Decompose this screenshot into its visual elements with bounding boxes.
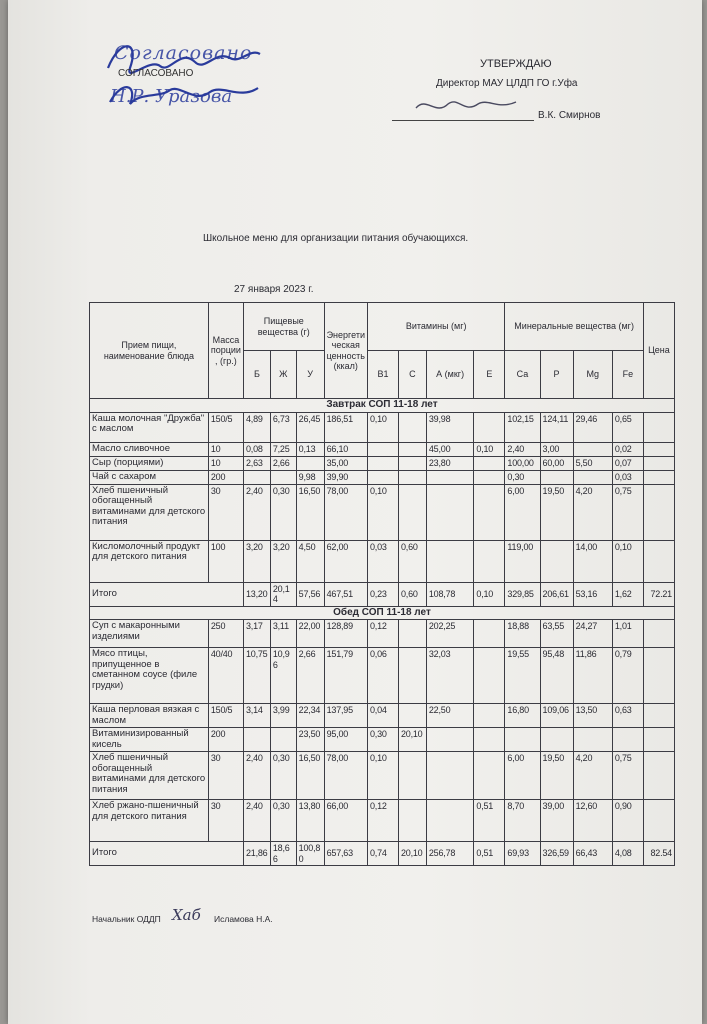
header-carbs: У	[296, 351, 324, 399]
cell-value	[643, 470, 674, 484]
cell-value: 6,00	[505, 752, 540, 800]
cell-value: 150/5	[208, 704, 243, 728]
cell-value: 250	[208, 620, 243, 648]
cell-value	[474, 412, 505, 442]
total-value: 467,51	[324, 582, 367, 606]
header-vit-c: С	[398, 351, 426, 399]
total-value: 82.54	[643, 842, 674, 866]
approval-right	[388, 58, 628, 128]
cell-value: 60,00	[540, 456, 573, 470]
dish-name: Хлеб пшеничный обогащенный витаминами для детского питания	[90, 484, 209, 540]
cell-value: 0,03	[612, 470, 643, 484]
total-row	[90, 842, 675, 866]
cell-value: 7,25	[270, 442, 296, 456]
total-value: 0,10	[474, 582, 505, 606]
cell-value: 0,03	[367, 540, 398, 582]
menu-row	[90, 456, 675, 470]
cell-value	[426, 800, 474, 842]
cell-value	[573, 728, 612, 752]
header-vit-a: А (мкг)	[426, 351, 474, 399]
cell-value: 35,00	[324, 456, 367, 470]
menu-row	[90, 620, 675, 648]
cell-value: 0,13	[296, 442, 324, 456]
header-vit-e: Е	[474, 351, 505, 399]
total-value: 0,74	[367, 842, 398, 866]
cell-value: 20,10	[398, 728, 426, 752]
dish-name: Витаминизированный кисель	[90, 728, 209, 752]
cell-value: 3,20	[243, 540, 270, 582]
total-value: 0,60	[398, 582, 426, 606]
document-page	[8, 0, 702, 1024]
cell-value: 11,86	[573, 648, 612, 704]
cell-value	[643, 648, 674, 704]
cell-value: 14,00	[573, 540, 612, 582]
cell-value: 0,51	[474, 800, 505, 842]
header-p: Р	[540, 351, 573, 399]
dish-name: Каша молочная "Дружба" с маслом	[90, 412, 209, 442]
cell-value	[398, 484, 426, 540]
cell-value	[540, 728, 573, 752]
cell-value: 39,98	[426, 412, 474, 442]
total-value: 1,62	[612, 582, 643, 606]
dish-name: Хлеб пшеничный обогащенный витаминами для детского питания	[90, 752, 209, 800]
cell-value	[573, 442, 612, 456]
cell-value	[398, 648, 426, 704]
cell-value: 39,90	[324, 470, 367, 484]
cell-value: 0,63	[612, 704, 643, 728]
menu-row	[90, 470, 675, 484]
cell-value	[505, 728, 540, 752]
cell-value: 23,50	[296, 728, 324, 752]
cell-value: 4,89	[243, 412, 270, 442]
cell-value: 0,79	[612, 648, 643, 704]
cell-value: 102,15	[505, 412, 540, 442]
header-minerals: Минеральные вещества (мг)	[505, 303, 644, 351]
cell-value	[474, 484, 505, 540]
approve-label: УТВЕРЖДАЮ	[480, 58, 552, 70]
menu-row	[90, 540, 675, 582]
cell-value: 0,30	[270, 752, 296, 800]
cell-value: 32,03	[426, 648, 474, 704]
cell-value: 30	[208, 752, 243, 800]
cell-value: 2,66	[270, 456, 296, 470]
cell-value: 13,80	[296, 800, 324, 842]
total-value: 18,66	[270, 842, 296, 866]
cell-value: 45,00	[426, 442, 474, 456]
cell-value	[474, 456, 505, 470]
cell-value	[270, 470, 296, 484]
section-title: Завтрак СОП 11-18 лет	[90, 399, 675, 413]
header-vit-b1: В1	[367, 351, 398, 399]
approver-name: В.К. Смирнов	[538, 110, 601, 121]
cell-value	[643, 800, 674, 842]
approver-name-handwritten: Н.Р. Уразова	[110, 86, 233, 107]
cell-value: 2,40	[243, 484, 270, 540]
cell-value	[474, 470, 505, 484]
menu-row	[90, 728, 675, 752]
cell-value: 200	[208, 728, 243, 752]
approval-label: СОГЛАСОВАНО	[118, 68, 194, 79]
total-value: 13,20	[243, 582, 270, 606]
cell-value	[474, 752, 505, 800]
cell-value	[573, 470, 612, 484]
total-value: 20,10	[398, 842, 426, 866]
cell-value: 2,66	[296, 648, 324, 704]
cell-value: 5,50	[573, 456, 612, 470]
cell-value	[426, 728, 474, 752]
total-value: 69,93	[505, 842, 540, 866]
document-title: Школьное меню для организации питания обучающихся.	[203, 233, 469, 244]
menu-table	[89, 302, 675, 866]
header-vitamins: Витамины (мг)	[367, 303, 504, 351]
cell-value: 2,40	[243, 800, 270, 842]
cell-value: 13,50	[573, 704, 612, 728]
cell-value: 30	[208, 484, 243, 540]
cell-value	[243, 728, 270, 752]
cell-value: 0,10	[367, 484, 398, 540]
section-row	[90, 606, 675, 620]
cell-value: 186,51	[324, 412, 367, 442]
menu-row	[90, 484, 675, 540]
cell-value	[398, 800, 426, 842]
cell-value: 2,40	[243, 752, 270, 800]
cell-value: 10	[208, 456, 243, 470]
dish-name: Масло сливочное	[90, 442, 209, 456]
cell-value	[398, 456, 426, 470]
cell-value: 6,73	[270, 412, 296, 442]
total-value: 4,08	[612, 842, 643, 866]
cell-value: 100,00	[505, 456, 540, 470]
header-mass: Масса порции, (гр.)	[208, 303, 243, 399]
dish-name: Каша перловая вязкая с маслом	[90, 704, 209, 728]
cell-value: 12,60	[573, 800, 612, 842]
menu-row	[90, 752, 675, 800]
cell-value	[474, 540, 505, 582]
cell-value: 23,80	[426, 456, 474, 470]
cell-value: 19,55	[505, 648, 540, 704]
cell-value: 22,50	[426, 704, 474, 728]
cell-value: 0,30	[270, 484, 296, 540]
cell-value: 0,08	[243, 442, 270, 456]
cell-value	[643, 728, 674, 752]
menu-row	[90, 800, 675, 842]
signature-line	[392, 120, 534, 121]
cell-value: 30	[208, 800, 243, 842]
dish-name: Чай с сахаром	[90, 470, 209, 484]
cell-value: 2,63	[243, 456, 270, 470]
cell-value: 2,40	[505, 442, 540, 456]
cell-value: 95,48	[540, 648, 573, 704]
total-value: 53,16	[573, 582, 612, 606]
cell-value: 9,98	[296, 470, 324, 484]
section-row	[90, 399, 675, 413]
cell-value: 151,79	[324, 648, 367, 704]
dish-name: Кисломолочный продукт для детского питания	[90, 540, 209, 582]
total-value: 100,80	[296, 842, 324, 866]
cell-value	[643, 540, 674, 582]
cell-value	[643, 412, 674, 442]
cell-value	[474, 648, 505, 704]
cell-value: 0,75	[612, 752, 643, 800]
dish-name: Суп с макаронными изделиями	[90, 620, 209, 648]
cell-value: 0,60	[398, 540, 426, 582]
cell-value: 0,90	[612, 800, 643, 842]
cell-value	[643, 704, 674, 728]
cell-value	[540, 540, 573, 582]
section-title: Обед СОП 11-18 лет	[90, 606, 675, 620]
header-fat: Ж	[270, 351, 296, 399]
approval-left	[100, 28, 270, 118]
footer-name: Исламова Н.А.	[214, 914, 273, 924]
cell-value	[367, 470, 398, 484]
cell-value: 24,27	[573, 620, 612, 648]
cell-value: 200	[208, 470, 243, 484]
cell-value: 4,20	[573, 752, 612, 800]
cell-value: 40/40	[208, 648, 243, 704]
cell-value: 10	[208, 442, 243, 456]
cell-value: 1,01	[612, 620, 643, 648]
menu-body	[90, 399, 675, 866]
cell-value	[398, 470, 426, 484]
cell-value	[426, 484, 474, 540]
cell-value: 63,55	[540, 620, 573, 648]
cell-value	[474, 728, 505, 752]
dish-name: Сыр (порциями)	[90, 456, 209, 470]
cell-value: 18,88	[505, 620, 540, 648]
total-value: 57,56	[296, 582, 324, 606]
cell-value: 0,30	[367, 728, 398, 752]
cell-value: 4,50	[296, 540, 324, 582]
cell-value	[398, 442, 426, 456]
cell-value: 62,00	[324, 540, 367, 582]
header-energy: Энергетическая ценность (ккал)	[324, 303, 367, 399]
cell-value: 22,34	[296, 704, 324, 728]
cell-value: 26,45	[296, 412, 324, 442]
cell-value	[270, 728, 296, 752]
cell-value	[398, 412, 426, 442]
header-fe: Fe	[612, 351, 643, 399]
cell-value: 3,20	[270, 540, 296, 582]
dish-name: Мясо птицы, припущенное в сметанном соусе (филе грудки)	[90, 648, 209, 704]
cell-value: 0,30	[505, 470, 540, 484]
header-price: Цена	[643, 303, 674, 399]
cell-value: 10,96	[270, 648, 296, 704]
cell-value: 119,00	[505, 540, 540, 582]
cell-value: 3,00	[540, 442, 573, 456]
cell-value: 128,89	[324, 620, 367, 648]
cell-value	[426, 470, 474, 484]
cell-value	[398, 620, 426, 648]
header-ca: Са	[505, 351, 540, 399]
cell-value: 95,00	[324, 728, 367, 752]
total-value: 66,43	[573, 842, 612, 866]
menu-row	[90, 442, 675, 456]
cell-value: 202,25	[426, 620, 474, 648]
approver-position: Директор МАУ ЦЛДП ГО г.Уфа	[436, 78, 578, 89]
cell-value	[398, 752, 426, 800]
cell-value	[540, 470, 573, 484]
cell-value: 0,65	[612, 412, 643, 442]
cell-value: 78,00	[324, 484, 367, 540]
cell-value: 0,04	[367, 704, 398, 728]
cell-value: 109,06	[540, 704, 573, 728]
total-value: 256,78	[426, 842, 474, 866]
cell-value: 22,00	[296, 620, 324, 648]
cell-value: 0,12	[367, 620, 398, 648]
cell-value: 19,50	[540, 484, 573, 540]
menu-row	[90, 648, 675, 704]
cell-value: 0,30	[270, 800, 296, 842]
cell-value: 0,10	[367, 412, 398, 442]
cell-value: 0,10	[367, 752, 398, 800]
cell-value: 8,70	[505, 800, 540, 842]
total-value: 0,51	[474, 842, 505, 866]
total-value: 329,85	[505, 582, 540, 606]
footer-signature: Хаб	[172, 906, 201, 924]
cell-value: 10,75	[243, 648, 270, 704]
cell-value: 66,10	[324, 442, 367, 456]
cell-value	[474, 620, 505, 648]
cell-value	[296, 456, 324, 470]
cell-value	[643, 484, 674, 540]
cell-value: 0,07	[612, 456, 643, 470]
total-label: Итого	[90, 842, 244, 866]
header-dish: Прием пищи, наименование блюда	[90, 303, 209, 399]
cell-value: 3,99	[270, 704, 296, 728]
cell-value: 0,06	[367, 648, 398, 704]
total-value: 21,86	[243, 842, 270, 866]
cell-value: 3,14	[243, 704, 270, 728]
header-mg: Mg	[573, 351, 612, 399]
cell-value	[398, 704, 426, 728]
cell-value	[243, 470, 270, 484]
cell-value: 3,17	[243, 620, 270, 648]
total-value: 20,14	[270, 582, 296, 606]
cell-value: 4,20	[573, 484, 612, 540]
total-label: Итого	[90, 582, 244, 606]
total-value: 326,59	[540, 842, 573, 866]
cell-value	[426, 752, 474, 800]
cell-value: 137,95	[324, 704, 367, 728]
director-signature	[412, 92, 522, 120]
cell-value: 16,50	[296, 484, 324, 540]
cell-value: 29,46	[573, 412, 612, 442]
document-date: 27 января 2023 г.	[234, 284, 314, 295]
footer-role: Начальник ОДДП	[92, 914, 161, 924]
cell-value	[426, 540, 474, 582]
header-nutrients: Пищевые вещества (г)	[243, 303, 324, 351]
cell-value: 0,10	[612, 540, 643, 582]
cell-value: 150/5	[208, 412, 243, 442]
cell-value: 0,12	[367, 800, 398, 842]
total-value: 72.21	[643, 582, 674, 606]
cell-value	[643, 620, 674, 648]
cell-value	[612, 728, 643, 752]
cell-value	[643, 456, 674, 470]
cell-value: 16,80	[505, 704, 540, 728]
dish-name: Хлеб ржано-пшеничный для детского питания	[90, 800, 209, 842]
header-protein: Б	[243, 351, 270, 399]
signature-text: Согласовано	[114, 42, 253, 64]
total-value: 657,63	[324, 842, 367, 866]
total-value: 108,78	[426, 582, 474, 606]
cell-value: 19,50	[540, 752, 573, 800]
cell-value: 0,75	[612, 484, 643, 540]
cell-value: 66,00	[324, 800, 367, 842]
cell-value: 100	[208, 540, 243, 582]
cell-value: 0,10	[474, 442, 505, 456]
menu-row	[90, 412, 675, 442]
cell-value	[474, 704, 505, 728]
cell-value	[643, 442, 674, 456]
total-row	[90, 582, 675, 606]
footer	[92, 908, 352, 932]
total-value: 206,61	[540, 582, 573, 606]
cell-value	[367, 442, 398, 456]
menu-row	[90, 704, 675, 728]
total-value: 0,23	[367, 582, 398, 606]
cell-value: 6,00	[505, 484, 540, 540]
cell-value: 124,11	[540, 412, 573, 442]
cell-value: 39,00	[540, 800, 573, 842]
cell-value: 78,00	[324, 752, 367, 800]
cell-value	[643, 752, 674, 800]
cell-value: 0,02	[612, 442, 643, 456]
cell-value: 16,50	[296, 752, 324, 800]
cell-value: 3,11	[270, 620, 296, 648]
cell-value	[367, 456, 398, 470]
